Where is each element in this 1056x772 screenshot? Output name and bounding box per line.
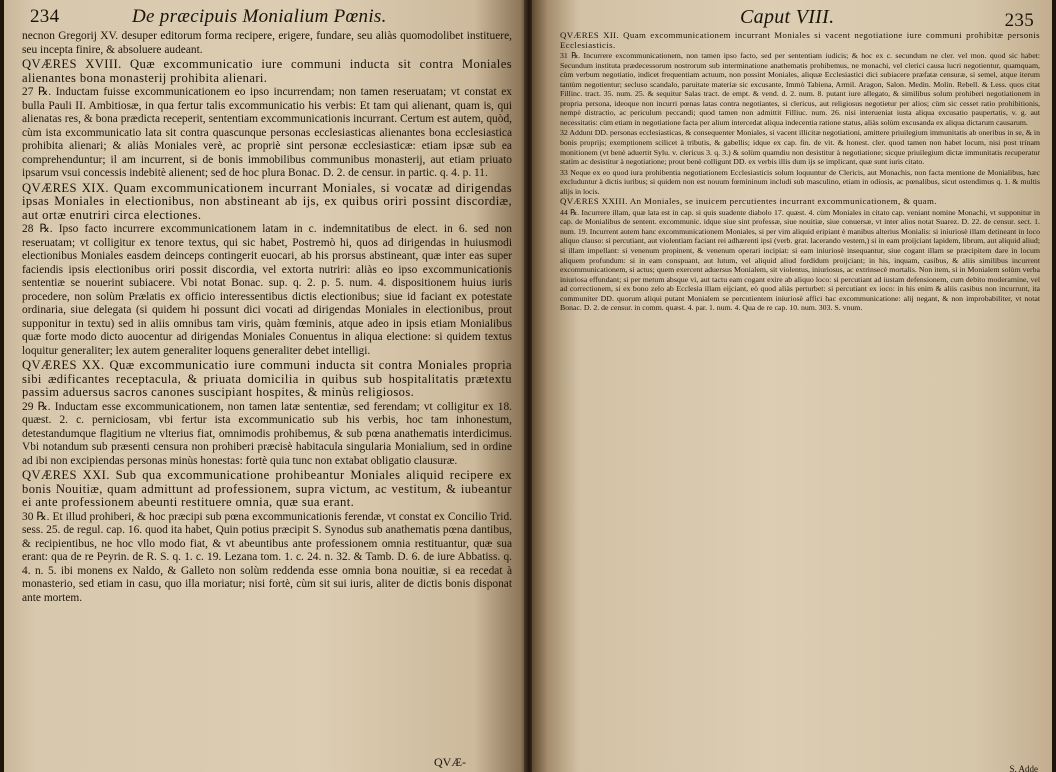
paragraph: 44 ℞. Incurrere illam, quæ lata est in cap. si quis suadente diabolo 17. quæst. 4. cùm Moniales in citato cap. veniant nomine Monachi, vt supponitur in cap. de Monialibus de sentent. excommunic. idque siue sint professæ, siue nouitiæ, siue conuersæ, vt inter alios notat Suarez. D. 22. de censur. sect. 1. num. 19. Incurrent autem hanc excommunicationem Moniales, si per vim aliquid eripiant è manibus alterius Monialis: si iniuriosè illam detineant in loco aliquo clauso: si percutiant, aut violentiam faciant rei adhærenti ipsi (verb. grat. lacerando vestem,) si in eam proijciant lapidem, librum, aut aliquid aliud; si illam impellant: si venenum propinent, & venenum operari incipiat: si eam iniuriosè insequantur, siue cogant illam se præcipitem dare in locum aliquem profundum: si in eam conspuant, aut lutum, vel aliquid aliud fordidum proijciant; in his, inquam, casibus, & aliis similibus incurrent excommunicationem, si actus; quem exercent aduersus Monialem, sit violentus, iniuriosus, ac extrinsecè mortalis. Non item, si in Monialem solùm verba iniuriosa effundant; si per metum absque vi, aut tactu eam cogant exire ab aliquo loco: si percutiant ad iustam defensionem, cum debito moderamine, vel ad correctionem, si ex bono zelo ab Ecclesia illam eijciant, eò quod aliàs perturbet: si percutiant ex ioco: in his enim & aliis casibus non incurrunt, ita communiter DD. quorum aliqui putant Monialem se percutientem iniuriosè affici hac excommunicatione: alij negant, & non improbabiliter, vt notat Bonac. D. 2. de censur. in comm. quæst. 4. par. 1. num. 4. Qua de re cap. 10. num. 303. S. vnum.	[560, 207, 1040, 313]
question-heading: QVÆRES XIX. Quam excommunicationem incurrant Moniales, si vocatæ ad dirigendas ipsas Moniales in electionibus, non abstineant ab ijs, ex quibus oriri possint discordiæ, aut ortæ enutriri circa electiones.	[22, 180, 512, 222]
left-page	[4, 0, 526, 772]
left-text-body	[22, 30, 512, 605]
paragraph: 29 ℞. Inductam esse excommunicationem, non tamen latæ sententiæ, sed ferendam; vt colligitur ex 18. quæst. 2. c. perniciosam, vbi fertur ista excommunicatio sub his verbis, hoc tam inhonestum, detestandumque flagitium ne vlterius fiat, omnimodis prohibemus, & sub pœna anathematis interdicimus. Vbi notandum sub præsenti censura non prohiberi præcisè habitacula singularia Monialium, sed in ordine ad ibi non excipiendas personas minùs honestas: fortè quia tunc non extabat obligatio clausuræ.	[22, 400, 512, 467]
paragraph: 32 Addunt DD. personas ecclesiasticas, & consequenter Moniales, si vacent illicitæ negotiationi, amittere priuilegium immunitatis ab oneribus in se, & in bonis proprijs; exemptionem scilicet à tributis, & gabellis; idque ex cap. fin. de vit. & honest. cler. quod tamen non habet locum, nisi post trinam monitionem (vt benè aduertit Sylu. v. clericus 3. q. 3.) & solùm quamdiu non desistitur à negotiatione; sicque priuilegium dictæ immunitatis recuperatur statim ac desistitur à negotiatione; prout benè colligunt DD. ex verbis illis dum ijs se implicant, quæ sunt iuris citato.	[560, 128, 1040, 167]
paragraph: 31 ℞. Incurrere excommunicationem, non tamen ipso facto, sed per sententiam iudicis; & hoc ex c. secundum ne cler. vel mon. quod sic habet: Secundum instituta prædecessorum nostrorum sub interminatione anathematis prohibemus, ne monachi, vel clerici causa lucri negotientur, quamquam, cùm verbum negotiatio, indicet frequentiam actuum, non possint Moniales, aliquæ Ecclesiastici dici subiacere præfatæ censuræ, si semel, atque iterum tantùm negotientur; secluso scandalo, paruitate materiæ sic excusante, Immò Tabiena, Armil. Aragon, Salon. Medin. Molin. Rebell. & Less. quos citat Fillinc. tract. 35. num. 25. & sequitur Salas tract. de empt. & vend. d. 2. num. 8. putant iure allegato, & similibus solum prohiberi negotiationem in propria persona, ideoque non incurri pœnas latas contra negotiantes, si clericus, aut religiosus negotietur per alios; cùm sic cesset ratio prohibitionis, nempè distractio, ac periculum peccandi; quod tamen non admittit Filliuc. num. 26. nisi interueniat iusta aliqua excusatio paupertatis, v. g. aut necessitatis: cùm etiam in negotiatione facta per alium intercedat aliqua indecentia ratione status, aliàs solùm excusanda ex aliqua dictarum causarum.	[560, 51, 1040, 127]
question-heading: QVÆRES XII. Quam excommunicationem incurrant Moniales si vacent negotiatione iure communi prohibitæ personis Ecclesiasticis.	[560, 30, 1040, 50]
question-heading: QVÆRES XVIII. Quæ excommunicatio iure communi inducta sit contra Moniales alienantes bona monasterij prohibita alienari.	[22, 57, 512, 85]
catchword: QVÆ-	[434, 755, 466, 769]
paragraph: 28 ℞. Ipso facto incurrere excommunicationem latam in c. indemnitatibus de elect. in 6. sed non reseruatam; vt colligitur ex tenore textus, qui sic habet, Postremò hi, quos ad dirigendas in huiusmodi electionibus Moniales easdem deinceps contingerit euocari, ab his prorsus abstineant, quæ inter eas super faciendis ipsis electionibus oriri possit discordia, vel extorta nutriri: aliàs eo ipso excommunicationis sententiæ se nouerint subiacere. Vbi notat Bonac. sup. q. 2. p. 5. num. 4. dispositionem huius iuris procedere, non solùm Prælatis ex officio interessentibus dictis electionibus; siue id faciant ex potestate ordinaria, siue delegata (si quidem hi possunt dici vocati ad dirigendas Moniales in electionibus, prout supponitur in textu) sed in aliis omnibus tam viris, quàm fœminis, atque adeo in ipsis etiam Monialibus quæ forte modo dicto auocentur ad dirigendas Moniales Conuentus in aliqua electione: si quidem textus loquitur generaliter; lex autem generaliter loquens generaliter debet intelligi.	[22, 223, 512, 357]
right-text-body	[560, 31, 1040, 313]
running-title: De præcipuis Monialium Pœnis.	[132, 6, 387, 27]
paragraph: 30 ℞. Et illud prohiberi, & hoc præcipi sub pœna excommunicationis ferendæ, vt constat ex Concilio Trid. sess. 25. de regul. cap. 16. quod ita habet, Quin potius præcipit S. Synodus sub anathematis pœna dantibus, & recipientibus, ne hoc vllo modo fiat, & vt abeuntibus ante professionem omnia restituantur, quæ sua erant: qua de re Peyrin. de R. S. q. 1. c. 19. Lezana tom. 1. c. 24. n. 32. & Tamb. D. 6. de iure Abbatiss. q. 4. n. 5. ibi monens ex Naldo, & Galleto non solùm reddenda esse omnia bona nouitiæ, si ea recedat à monasterio, sed etiam in casu, quo illa moriatur; nisi fortè, cùm sit sui iuris, aliter de dictis bonis disponat ante mortem.	[22, 510, 512, 604]
page-number: 234	[30, 6, 60, 27]
catchword: S. Adde	[1009, 764, 1038, 772]
question-heading: QVÆRES XX. Quæ excommunicatio iure communi inducta sit contra Moniales propria sibi ædificantes receptacula, & priuata domicilia in quibus sub hospitalitatis prætextu passim aduersus sacros canones suscipiant hospites, & minùs religiosos.	[22, 358, 512, 399]
page-number: 235	[1004, 10, 1034, 31]
left-running-head	[22, 4, 512, 30]
right-running-head	[560, 4, 1040, 30]
book-spread	[4, 0, 1052, 772]
paragraph: 33 Neque ex eo quod iura prohibentia negotiationem Ecclesiasticis solum loquuntur de Clericis, aut Monachis, non facta mentione de Monialibus, hæc excluduntur à dictis iuribus; si quidem non est nouum fœmininum includi sub masculino, etiam in odiosis, ac pœnalibus, sicut ostendimus q. 1. & multis alijs in locis.	[560, 167, 1040, 196]
paragraph: necnon Gregorij XV. desuper editorum forma recipere, erigere, fundare, seu aliàs quomodolibet instituere, seu incepta finire, & absoluere audeant.	[22, 30, 512, 56]
running-title: Caput VIII.	[740, 6, 835, 28]
right-page	[532, 0, 1052, 772]
question-heading: QVÆRES XXI. Sub qua excommunicatione prohibeantur Moniales aliquid recipere ex bonis Nouitiæ, quam admittunt ad professionem, supra victum, ac vestitum, & iubeantur ei ante professionem abeunti restituere omnia, quæ sua erant.	[22, 468, 512, 509]
question-heading: QVÆRES XXIII. An Moniales, se inuicem percutientes incurrant excommunicationem, & quam.	[560, 196, 937, 207]
paragraph: 27 ℞. Inductam fuisse excommunicationem eo ipso incurrendam; non tamen reseruatam; vt constat ex bulla Pauli II. Ambitiosæ, in qua fertur talis excommunicatio his verbis: Et tam qui alienant, quam is, qui alienatas res, & bona prædicta receperit, sententiam excommunicationis incurrant. Certum est autem, quòd, cùm ista excommunicatio lata sit contra quascunque personas ecclesiasticas alienantes bona ecclesiastica prohibita alienari; & aliàs Moniales verè, ac propriè sint personæ ecclesiasticæ: etiam ipsæ sub ea comprehenduntur; il am incurrent, si de bonis immobilibus communibus monasterij, aut etiam priuato ipsarum vsui concessis indebitè alienent; sed de hoc plura Bonac. D. 2. de censur. in partic. q. 4. p. 11.	[22, 86, 512, 179]
